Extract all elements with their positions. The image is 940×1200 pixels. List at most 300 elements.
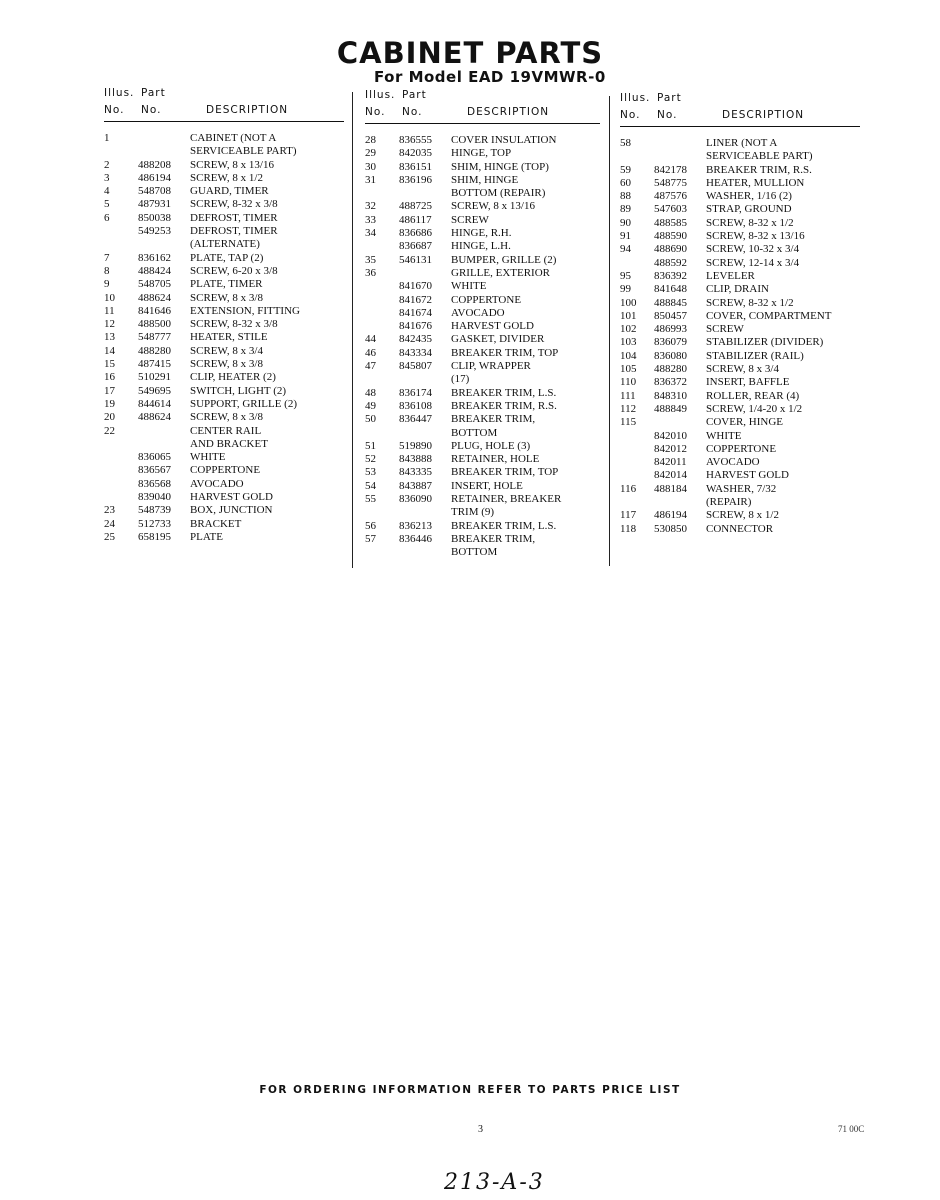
part-row (620, 297, 860, 310)
illus-number: 29 (365, 147, 376, 160)
part-row (365, 453, 600, 466)
part-number: 843888 (399, 453, 432, 466)
part-description: BREAKER TRIM, (451, 532, 536, 545)
part-row (365, 413, 600, 426)
part-description: ROLLER, REAR (4) (706, 389, 800, 402)
illus-number: 9 (104, 278, 110, 291)
part-description: STABILIZER (DIVIDER) (706, 336, 824, 349)
illus-number: 36 (365, 266, 376, 279)
part-row (620, 523, 860, 536)
part-number: 842011 (654, 456, 687, 469)
illus-number: 104 (620, 349, 637, 362)
part-number: 488849 (654, 402, 687, 415)
part-description: SCREW, 8 x 3/8 (190, 358, 263, 371)
part-row (620, 336, 860, 349)
part-row (365, 427, 600, 440)
part-number: 836065 (138, 451, 171, 464)
part-row (365, 187, 600, 200)
part-number: 549695 (138, 384, 171, 397)
part-number: 836567 (138, 464, 171, 477)
part-description: COVER, HINGE (706, 416, 783, 429)
part-row (104, 172, 344, 185)
document-code: 71 00C (838, 1124, 865, 1134)
illus-number: 15 (104, 358, 115, 371)
illus-number: 90 (620, 216, 631, 229)
part-row (104, 292, 344, 305)
part-number: 842035 (399, 147, 432, 160)
part-description: SCREW, 8-32 x 3/8 (190, 198, 278, 211)
part-row (365, 506, 600, 519)
part-description: INSERT, HOLE (451, 479, 523, 492)
part-row (104, 252, 344, 265)
part-description: AVOCADO (451, 306, 505, 319)
part-number: 841646 (138, 304, 171, 317)
part-number: 842014 (654, 469, 687, 482)
part-row (620, 243, 860, 256)
illus-number: 48 (365, 386, 376, 399)
illus-number: 35 (365, 253, 376, 266)
part-description: BRACKET (190, 517, 242, 530)
part-description: CLIP, WRAPPER (451, 360, 531, 373)
illus-number: 22 (104, 424, 115, 437)
part-number: 488590 (654, 230, 687, 243)
part-description: WHITE (451, 280, 487, 293)
part-number: 836446 (399, 532, 432, 545)
part-description: GUARD, TIMER (190, 185, 269, 198)
part-description: COPPERTONE (190, 464, 261, 477)
illus-number: 32 (365, 200, 376, 213)
illus-number: 16 (104, 371, 115, 384)
part-description: SCREW, 8 x 3/4 (706, 363, 779, 376)
part-description: (ALTERNATE) (190, 238, 260, 251)
part-description: BREAKER TRIM, (451, 413, 536, 426)
part-description: COVER INSULATION (451, 134, 557, 146)
part-row (620, 217, 860, 230)
part-description: BREAKER TRIM, TOP (451, 466, 559, 479)
parts-column-3 (620, 92, 860, 536)
part-description: BOTTOM (451, 426, 498, 439)
illus-number: 111 (620, 389, 636, 402)
part-number: 549253 (138, 225, 171, 238)
part-description: SERVICEABLE PART) (190, 145, 297, 158)
part-number: 843887 (399, 479, 432, 492)
part-description: CLIP, DRAIN (706, 283, 769, 296)
part-number: 546131 (399, 253, 432, 266)
illus-number: 23 (104, 504, 115, 517)
part-row (365, 333, 600, 346)
column-divider (352, 92, 353, 568)
illus-number: 58 (620, 137, 631, 149)
part-number: 836090 (399, 493, 432, 506)
part-description: SCREW, 8-32 x 1/2 (706, 216, 794, 229)
part-number: 488500 (138, 318, 171, 331)
header-no: No. (141, 104, 162, 116)
part-row (104, 425, 344, 438)
illus-number: 28 (365, 134, 376, 146)
part-description: STABILIZER (RAIL) (706, 349, 804, 362)
illus-number: 88 (620, 190, 631, 203)
part-description: PLUG, HOLE (3) (451, 439, 531, 452)
illus-number: 118 (620, 522, 637, 535)
part-description: GASKET, DIVIDER (451, 333, 545, 346)
part-row (365, 520, 600, 533)
part-number: 842178 (654, 163, 687, 176)
part-row (104, 531, 344, 544)
part-number: 841670 (399, 280, 432, 293)
handwritten-note: 213-A-3 (444, 1170, 545, 1195)
part-number: 836151 (399, 160, 432, 173)
part-row (365, 147, 600, 160)
parts-rows (620, 127, 860, 536)
part-row (104, 451, 344, 464)
part-row (104, 371, 344, 384)
part-row (365, 254, 600, 267)
part-number: 836686 (399, 227, 432, 240)
illus-number: 6 (104, 211, 110, 224)
illus-number: 20 (104, 411, 115, 424)
part-row (365, 400, 600, 413)
part-row (365, 240, 600, 253)
part-number: 488184 (654, 482, 687, 495)
illus-number: 3 (104, 171, 110, 184)
part-number: 519890 (399, 439, 432, 452)
illus-number: 51 (365, 439, 376, 452)
part-row (104, 411, 344, 424)
part-row (365, 546, 600, 559)
part-row (104, 305, 344, 318)
ordering-note: FOR ORDERING INFORMATION REFER TO PARTS PRICE LIST (259, 1084, 681, 1096)
part-number: 548739 (138, 504, 171, 517)
part-number: 488725 (399, 200, 432, 213)
part-number: 487576 (654, 190, 687, 203)
part-description: HEATER, STILE (190, 331, 268, 344)
part-row (365, 294, 600, 307)
part-row (104, 385, 344, 398)
illus-number: 49 (365, 399, 376, 412)
part-row (620, 190, 860, 203)
illus-number: 46 (365, 346, 376, 359)
part-description: DEFROST, TIMER (190, 211, 278, 224)
illus-number: 89 (620, 203, 631, 216)
part-description: SCREW, 8 x 3/4 (190, 344, 263, 357)
part-row (365, 466, 600, 479)
part-number: 658195 (138, 530, 171, 543)
part-row (104, 398, 344, 411)
part-description: SCREW, 8 x 3/8 (190, 291, 263, 304)
part-description: HINGE, TOP (451, 147, 512, 160)
illus-number: 100 (620, 296, 637, 309)
part-row (104, 345, 344, 358)
part-number: 836079 (654, 336, 687, 349)
part-number: 850457 (654, 309, 687, 322)
parts-rows (104, 122, 344, 544)
part-number: 843334 (399, 346, 432, 359)
part-description: (REPAIR) (706, 496, 752, 509)
page-subtitle: For Model EAD 19VMWR-0 (374, 68, 606, 86)
part-description: HARVEST GOLD (451, 320, 534, 333)
part-description: TRIM (9) (451, 506, 495, 519)
part-description: BOTTOM (REPAIR) (451, 187, 546, 200)
part-row (104, 198, 344, 211)
part-row (365, 200, 600, 213)
part-row (620, 416, 860, 429)
part-description: SERVICEABLE PART) (706, 150, 813, 163)
part-number: 842012 (654, 442, 687, 455)
part-number: 848310 (654, 389, 687, 402)
part-number: 486194 (654, 509, 687, 522)
part-row (620, 390, 860, 403)
part-description: HINGE, L.H. (451, 240, 511, 253)
part-number: 836213 (399, 519, 432, 532)
part-row (104, 238, 344, 251)
part-number: 548777 (138, 331, 171, 344)
part-number: 836196 (399, 173, 432, 186)
part-row (104, 504, 344, 517)
part-number: 548775 (654, 176, 687, 189)
part-description: BUMPER, GRILLE (2) (451, 253, 557, 266)
header-illus: Illus. (104, 87, 135, 99)
part-description: EXTENSION, FITTING (190, 304, 300, 317)
header-illus: Illus. (365, 89, 396, 101)
parts-column-1 (104, 87, 344, 544)
header-no: No. (365, 106, 386, 118)
part-number: 843335 (399, 466, 432, 479)
part-row (365, 493, 600, 506)
part-description: SCREW, 8 x 13/16 (451, 200, 535, 213)
part-row (620, 376, 860, 389)
part-number: 488624 (138, 291, 171, 304)
part-row (365, 533, 600, 546)
part-row (104, 132, 344, 145)
part-row (620, 443, 860, 456)
part-row (620, 257, 860, 270)
part-description: SCREW, 10-32 x 3/4 (706, 243, 800, 256)
part-number: 836392 (654, 269, 687, 282)
part-row (620, 270, 860, 283)
part-row (365, 387, 600, 400)
part-number: 486993 (654, 323, 687, 336)
part-row (620, 230, 860, 243)
part-description: SCREW, 8 x 1/2 (190, 171, 263, 184)
part-number: 488585 (654, 216, 687, 229)
illus-number: 8 (104, 264, 110, 277)
part-description: STRAP, GROUND (706, 203, 792, 216)
part-number: 488280 (654, 363, 687, 376)
part-description: BOTTOM (451, 546, 498, 559)
illus-number: 59 (620, 163, 631, 176)
part-description: BOX, JUNCTION (190, 504, 273, 517)
header-description: DESCRIPTION (722, 109, 805, 121)
part-description: PLATE, TAP (2) (190, 251, 264, 264)
part-row (620, 509, 860, 522)
part-description: AVOCADO (706, 456, 760, 469)
illus-number: 2 (104, 158, 110, 171)
page-number: 3 (478, 1124, 483, 1135)
part-number: 488592 (654, 256, 687, 269)
part-description: SCREW (451, 213, 489, 226)
part-row (104, 265, 344, 278)
part-description: SHIM, HINGE (TOP) (451, 160, 549, 173)
illus-number: 102 (620, 323, 637, 336)
illus-number: 44 (365, 333, 376, 346)
part-description: SCREW, 8-32 x 1/2 (706, 296, 794, 309)
illus-number: 25 (104, 530, 115, 543)
part-number: 487415 (138, 358, 171, 371)
part-number: 836447 (399, 413, 432, 426)
parts-column-2 (365, 89, 600, 560)
illus-number: 95 (620, 269, 631, 282)
part-description: WHITE (706, 429, 742, 442)
part-row (104, 464, 344, 477)
part-row (104, 518, 344, 531)
part-number: 488424 (138, 264, 171, 277)
part-row (104, 358, 344, 371)
part-row (365, 347, 600, 360)
part-row (104, 331, 344, 344)
part-description: SCREW, 8-32 x 3/8 (190, 318, 278, 331)
part-description: SCREW, 8 x 13/16 (190, 158, 274, 171)
part-number: 836568 (138, 477, 171, 490)
part-number: 487931 (138, 198, 171, 211)
illus-number: 5 (104, 198, 110, 211)
part-description: WHITE (190, 451, 226, 464)
part-description: BREAKER TRIM, TOP (451, 346, 559, 359)
part-row (620, 137, 860, 150)
illus-number: 53 (365, 466, 376, 479)
part-row (365, 320, 600, 333)
illus-number: 50 (365, 413, 376, 426)
part-description: CENTER RAIL (190, 424, 262, 437)
part-number: 842435 (399, 333, 432, 346)
part-number: 488208 (138, 158, 171, 171)
part-number: 836687 (399, 240, 432, 253)
illus-number: 99 (620, 283, 631, 296)
illus-number: 117 (620, 509, 637, 522)
part-number: 844614 (138, 397, 171, 410)
illus-number: 101 (620, 309, 637, 322)
part-description: WASHER, 7/32 (706, 482, 777, 495)
part-description: SCREW (706, 323, 744, 336)
part-description: LINER (NOT A (706, 137, 778, 149)
part-description: COPPERTONE (451, 293, 522, 306)
header-no: No. (620, 109, 641, 121)
illus-number: 12 (104, 318, 115, 331)
part-number: 841672 (399, 293, 432, 306)
part-description: CLIP, HEATER (2) (190, 371, 276, 384)
part-row (365, 214, 600, 227)
page-title: CABINET PARTS (336, 36, 604, 70)
part-description: RETAINER, HOLE (451, 453, 540, 466)
part-number: 836108 (399, 399, 432, 412)
part-number: 836555 (399, 134, 432, 146)
illus-number: 103 (620, 336, 637, 349)
column-header (104, 87, 344, 119)
part-number: 841676 (399, 320, 432, 333)
header-part: Part (657, 92, 682, 104)
part-row (365, 227, 600, 240)
column-header (365, 89, 600, 121)
illus-number: 91 (620, 230, 631, 243)
header-part: Part (402, 89, 427, 101)
part-row (620, 469, 860, 482)
part-description: SCREW, 8 x 3/8 (190, 411, 263, 424)
part-description: SCREW, 6-20 x 3/8 (190, 264, 278, 277)
illus-number: 105 (620, 363, 637, 376)
part-number: 845807 (399, 360, 432, 373)
part-row (620, 483, 860, 496)
part-row (104, 225, 344, 238)
part-description: PLATE (190, 530, 223, 543)
part-number: 841674 (399, 306, 432, 319)
part-number: 842010 (654, 429, 687, 442)
part-row (365, 373, 600, 386)
part-row (620, 323, 860, 336)
illus-number: 19 (104, 397, 115, 410)
part-number: 486194 (138, 171, 171, 184)
part-number: 486117 (399, 213, 432, 226)
part-row (620, 150, 860, 163)
illus-number: 7 (104, 251, 110, 264)
illus-number: 14 (104, 344, 115, 357)
illus-number: 24 (104, 517, 115, 530)
part-description: WASHER, 1/16 (2) (706, 190, 792, 203)
part-description: HINGE, R.H. (451, 227, 512, 240)
part-description: BREAKER TRIM, R.S. (451, 399, 557, 412)
part-row (104, 318, 344, 331)
part-number: 547603 (654, 203, 687, 216)
illus-number: 52 (365, 453, 376, 466)
part-number: 512733 (138, 517, 171, 530)
part-row (620, 310, 860, 323)
part-description: BREAKER TRIM, R.S. (706, 163, 812, 176)
part-number: 841648 (654, 283, 687, 296)
part-description: SCREW, 8 x 1/2 (706, 509, 779, 522)
header-description: DESCRIPTION (467, 106, 550, 118)
part-row (365, 161, 600, 174)
part-row (620, 283, 860, 296)
part-number: 836372 (654, 376, 687, 389)
column-divider (609, 96, 610, 566)
header-description: DESCRIPTION (206, 104, 289, 116)
illus-number: 112 (620, 402, 637, 415)
part-row (104, 159, 344, 172)
illus-number: 47 (365, 360, 376, 373)
illus-number: 60 (620, 176, 631, 189)
part-number: 839040 (138, 491, 171, 504)
part-row (104, 212, 344, 225)
part-row (104, 185, 344, 198)
part-description: RETAINER, BREAKER (451, 493, 562, 506)
part-number: 836174 (399, 386, 432, 399)
part-description: BREAKER TRIM, L.S. (451, 386, 557, 399)
part-description: AVOCADO (190, 477, 244, 490)
part-row (365, 480, 600, 493)
part-number: 488624 (138, 411, 171, 424)
part-description: SHIM, HINGE (451, 173, 519, 186)
illus-number: 17 (104, 384, 115, 397)
part-number: 548705 (138, 278, 171, 291)
illus-number: 57 (365, 532, 376, 545)
part-row (620, 350, 860, 363)
illus-number: 116 (620, 482, 637, 495)
part-description: CABINET (NOT A (190, 132, 277, 144)
part-number: 836080 (654, 349, 687, 362)
illus-number: 10 (104, 291, 115, 304)
part-number: 548708 (138, 185, 171, 198)
illus-number: 110 (620, 376, 637, 389)
column-header (620, 92, 860, 124)
part-description: COVER, COMPARTMENT (706, 309, 832, 322)
